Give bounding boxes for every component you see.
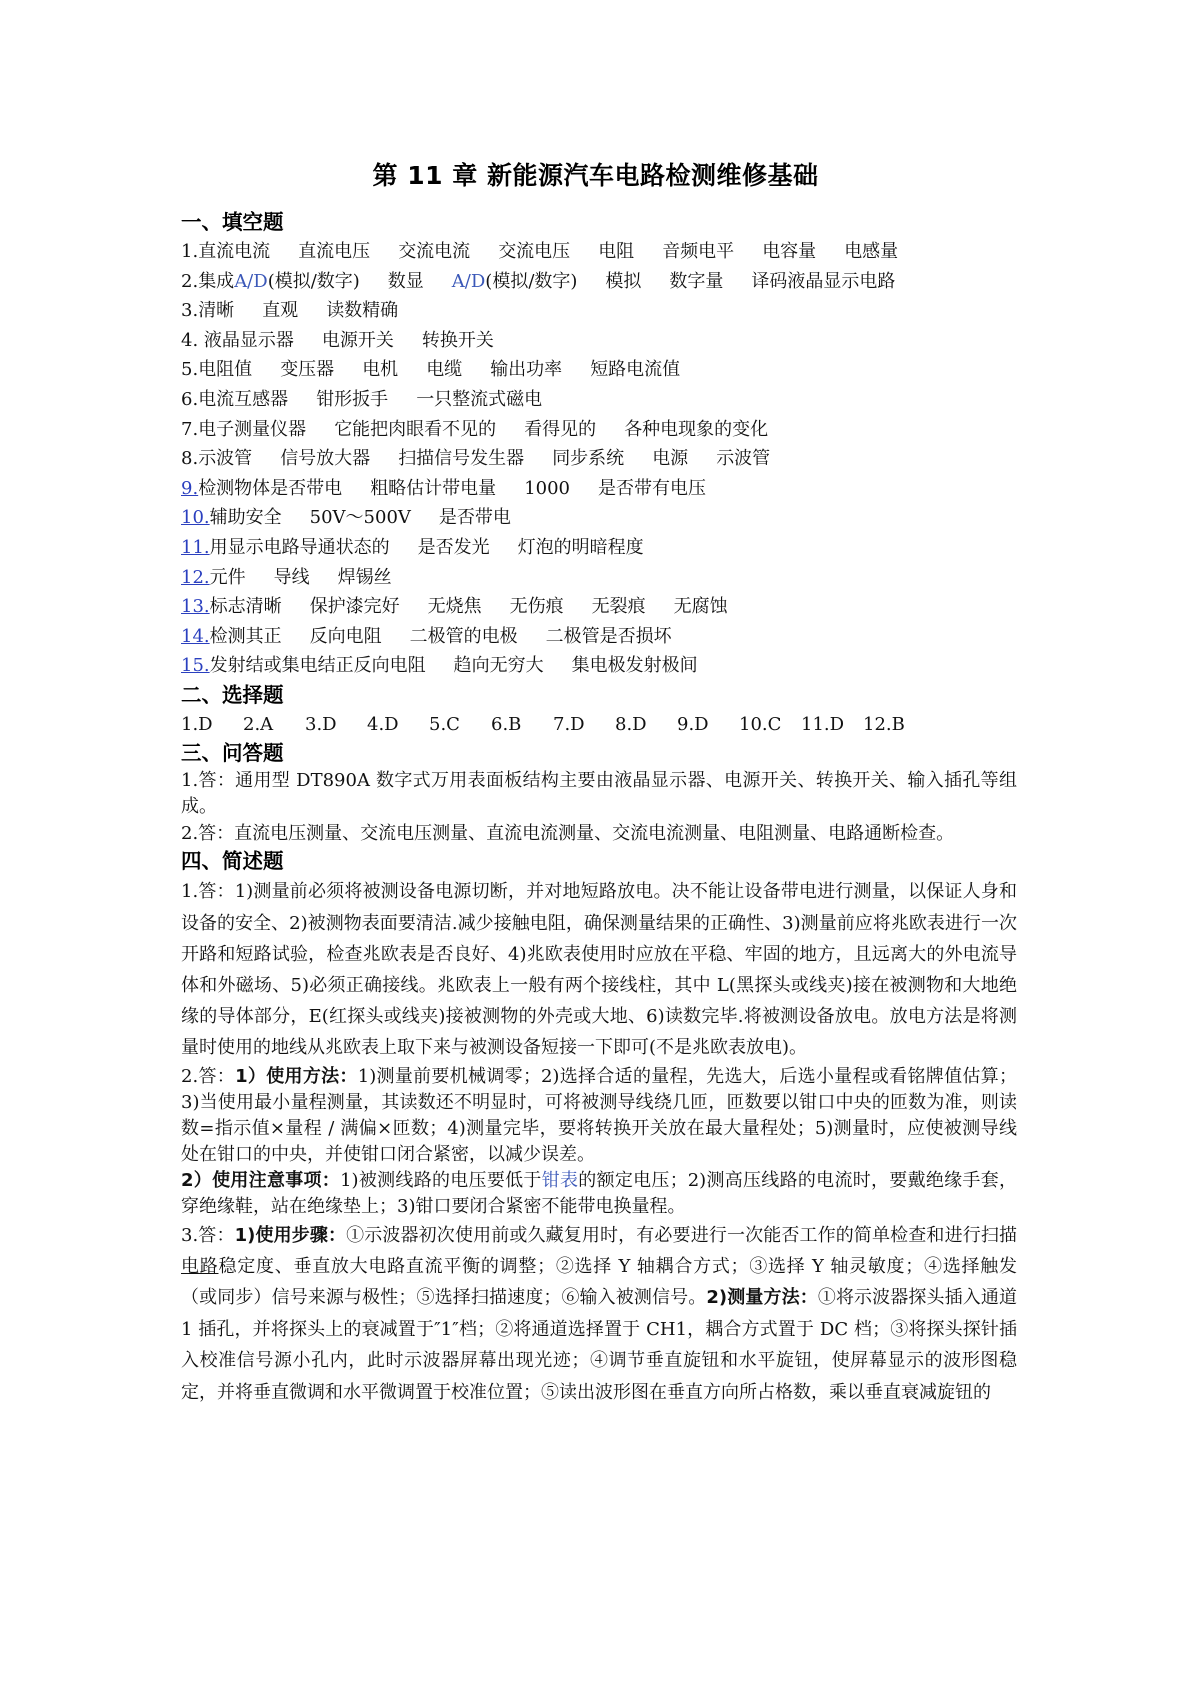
fill-answer: 译码液晶显示电路 bbox=[751, 270, 896, 292]
fill-answer: 输出功率 bbox=[490, 359, 563, 381]
fill-line bbox=[181, 355, 1017, 385]
fill-answer: 无裂痕 bbox=[591, 596, 646, 618]
usage-method-text: 1)测量前要机械调零；2)选择合适的量程，先选大，后选小量程或看铭牌值估算；3)当使用最小量程测量，其读数还不明显时，可将被测导线绕几匝，匝数要以钳口中央的匝数为准，则读数=指示值×量程 / 满偏×匝数；4)测量完毕，要将转换开关放在最大量程处；5)测量时，应使被测导线处在钳口的中央，并使钳口闭合紧密，以减少误差。 bbox=[181, 1065, 1017, 1165]
question-number[interactable]: 10. bbox=[181, 507, 210, 529]
fill-answer: 检测其正 bbox=[209, 625, 282, 647]
fill-answer: 示波管 bbox=[198, 448, 253, 470]
fill-line bbox=[181, 651, 1017, 681]
fill-answer: 音频电平 bbox=[662, 241, 735, 262]
usage-steps-label: 1)使用步骤： bbox=[234, 1224, 347, 1246]
question-number[interactable]: 9. bbox=[181, 477, 199, 499]
choice-answer: 5.C bbox=[429, 713, 460, 735]
choice-answer: 7.D bbox=[553, 713, 585, 735]
fill-answer: A/D(模拟/数字) bbox=[451, 270, 578, 292]
choice-answer: 1.D bbox=[181, 713, 213, 735]
fill-answer: 是否带电 bbox=[438, 507, 511, 529]
fill-line bbox=[181, 385, 1017, 415]
question-number[interactable]: 14. bbox=[181, 625, 210, 647]
fill-answer: 数显 bbox=[387, 270, 424, 292]
question-number: 3. bbox=[181, 300, 199, 322]
question-number: 6. bbox=[181, 388, 199, 410]
fill-answer: 用显示电路导通状态的 bbox=[209, 536, 390, 558]
fill-line bbox=[181, 296, 1017, 326]
question-number: 8. bbox=[181, 448, 199, 470]
choice-answer: 9.D bbox=[677, 713, 709, 735]
fill-answer: 无腐蚀 bbox=[673, 596, 728, 618]
fill-line bbox=[181, 326, 1017, 356]
fill-answer: 电流互感器 bbox=[198, 388, 289, 410]
choice-answer: 12.B bbox=[863, 713, 905, 735]
qa-answer-1: 1.答：通用型 DT890A 数字式万用表面板结构主要由液晶显示器、电源开关、转换开关、输入插孔等组成。 bbox=[181, 769, 1017, 818]
section-heading-short: 四、简述题 bbox=[181, 849, 284, 874]
fill-answer: 直流电压 bbox=[298, 241, 371, 262]
fill-answer: 一只整流式磁电 bbox=[416, 388, 543, 410]
fill-answer: 50V～500V bbox=[309, 507, 411, 529]
choice-answer: 11.D bbox=[801, 713, 845, 735]
fill-answer: 集电极发射极间 bbox=[571, 655, 698, 677]
fill-answer: 转换开关 bbox=[421, 329, 494, 351]
fill-answer: 无伤痕 bbox=[509, 596, 564, 618]
fill-answer: 焊锡丝 bbox=[337, 566, 392, 588]
circuit-underlined: 电路 bbox=[181, 1256, 219, 1278]
fill-answer: 电源 bbox=[652, 448, 689, 470]
short-answer-3 bbox=[181, 1220, 1017, 1408]
fill-answer: 扫描信号发生器 bbox=[398, 448, 525, 470]
question-number[interactable]: 12. bbox=[181, 566, 210, 588]
fill-answer: 模拟 bbox=[605, 270, 642, 292]
measure-method-label: 2)测量方法： bbox=[706, 1287, 818, 1309]
choice-answer: 6.B bbox=[491, 713, 522, 735]
fill-line bbox=[181, 444, 1017, 474]
fill-line bbox=[181, 503, 1017, 533]
fill-answer: 保护漆完好 bbox=[309, 596, 400, 618]
section-heading-qa: 三、问答题 bbox=[181, 740, 284, 765]
fill-answer: 交流电流 bbox=[398, 241, 471, 262]
fill-answer: 是否带有电压 bbox=[598, 477, 706, 499]
usage-notes-label: 2）使用注意事项： bbox=[181, 1169, 341, 1191]
fill-answer: 二极管是否损坏 bbox=[545, 625, 672, 647]
fill-answer: 电阻值 bbox=[198, 359, 253, 381]
choice-answer: 4.D bbox=[367, 713, 399, 735]
usage-notes-text-a: 1)被测线路的电压要低于 bbox=[340, 1169, 542, 1191]
fill-answer: 各种电现象的变化 bbox=[624, 418, 769, 440]
fill-answer: 集成A/D(模拟/数字) bbox=[198, 270, 360, 292]
question-number: 7. bbox=[181, 418, 199, 440]
ad-term: A/D bbox=[234, 270, 268, 292]
fill-answer: 电容量 bbox=[762, 241, 817, 262]
clamp-meter-link[interactable]: 钳表 bbox=[541, 1169, 579, 1191]
fill-answer: 检测物体是否带电 bbox=[198, 477, 343, 499]
fill-answer: 二极管的电极 bbox=[409, 625, 518, 647]
fill-line bbox=[181, 415, 1017, 445]
fill-answer: 直流电流 bbox=[198, 241, 271, 262]
fill-answer: 标志清晰 bbox=[209, 596, 282, 618]
fill-line bbox=[181, 563, 1017, 593]
fill-answer: 变压器 bbox=[280, 359, 335, 381]
qa-answer-2: 2.答：直流电压测量、交流电压测量、直流电流测量、交流电流测量、电阻测量、电路通断检查。 bbox=[181, 822, 955, 844]
choice-answer: 3.D bbox=[305, 713, 337, 735]
fill-answer: 元件 bbox=[209, 566, 246, 588]
fill-answer: 清晰 bbox=[198, 300, 235, 322]
question-number: 5. bbox=[181, 359, 199, 381]
fill-answer: 电子测量仪器 bbox=[198, 418, 307, 440]
fill-answer: 辅助安全 bbox=[209, 507, 282, 529]
fill-answer: 示波管 bbox=[716, 448, 771, 470]
fill-answer: 看得见的 bbox=[524, 418, 597, 440]
choice-answer: 2.A bbox=[243, 713, 274, 735]
choice-answers bbox=[181, 710, 1017, 739]
fill-answer: 它能把肉眼看不见的 bbox=[334, 418, 497, 440]
usage-steps-text-a: ①示波器初次使用前或久藏复用时，有必要进行一次能否工作的简单检查和进行扫描 bbox=[346, 1224, 1017, 1246]
fill-answer: 同步系统 bbox=[552, 448, 625, 470]
fill-line bbox=[181, 533, 1017, 563]
fill-answer: 液晶显示器 bbox=[203, 329, 294, 351]
fill-line bbox=[181, 592, 1017, 622]
fill-answer: 电机 bbox=[362, 359, 399, 381]
choice-answer: 10.C bbox=[739, 713, 782, 735]
usage-notes-text-b: 的额定电压；2)测高压线路的电流时，要戴绝缘手套，穿绝缘鞋，站在绝缘垫上；3)钳口要闭合紧密不能带电换量程。 bbox=[181, 1169, 1018, 1217]
answer-prefix: 3.答： bbox=[181, 1224, 235, 1246]
question-number[interactable]: 11. bbox=[181, 536, 210, 558]
fill-answer: 直观 bbox=[262, 300, 299, 322]
fill-answer: 交流电压 bbox=[498, 241, 571, 262]
short-answer-2 bbox=[181, 1064, 1017, 1220]
fill-answer: 钳形扳手 bbox=[316, 388, 389, 410]
question-number: 4. bbox=[181, 329, 199, 351]
fill-answer: 是否发光 bbox=[417, 536, 490, 558]
fill-answer: 反向电阻 bbox=[309, 625, 382, 647]
fill-answer: 读数精确 bbox=[326, 300, 399, 322]
fill-answer: 电阻 bbox=[598, 241, 635, 262]
fill-answer: 导线 bbox=[273, 566, 310, 588]
question-number: 2. bbox=[181, 270, 199, 292]
document-body bbox=[181, 208, 1017, 1408]
fill-answer: 灯泡的明暗程度 bbox=[517, 536, 644, 558]
fill-answers bbox=[181, 237, 1017, 681]
fill-answer: 粗略估计带电量 bbox=[370, 477, 497, 499]
section-heading-fill: 一、填空题 bbox=[181, 210, 284, 234]
short-answer-1: 1.答：1)测量前必须将被测设备电源切断，并对地短路放电。决不能让设备带电进行测量，以保证人身和设备的安全、2)被测物表面要清洁.减少接触电阻，确保测量结果的正确性、3)测量前应将兆欧表进行一次开路和短路试验，检查兆欧表是否良好、4)兆欧表使用时应放在平稳、牢固的地方，且远离大的外电流导体和外磁场、5)必须正确接线。兆欧表上一般有两个接线柱，其中 L(黑探头或线夹)接在被测物和大地绝缘的导体部分，E(红探头或线夹)接被测物的外壳或大地、6)读数完毕.将被测设备放电。放电方法是将测量时使用的地线从兆欧表上取下来与被测设备短接一下即可(不是兆欧表放电)。 bbox=[181, 881, 1017, 1059]
usage-method-label: 1）使用方法： bbox=[235, 1065, 358, 1087]
fill-answer: 信号放大器 bbox=[280, 448, 371, 470]
answer-prefix: 2.答： bbox=[181, 1065, 236, 1087]
measure-method-text: ①将示波器探头插入通道 1 插孔，并将探头上的衰减置于″1″档；②将通道选择置于 CH1，耦合方式置于 DC 档；③将探头探针插入校准信号源小孔内，此时示波器屏幕出现光迹；④调节垂直旋钮和水平旋钮，使屏幕显示的波形图稳定，并将垂直微调和水平微调置于校准位置；⑤读出波形图在垂直方向所占格数，乘以垂直衰减旋钮的 bbox=[181, 1287, 1017, 1403]
fill-answer: 趋向无穷大 bbox=[453, 655, 544, 677]
fill-answer: 电缆 bbox=[426, 359, 463, 381]
fill-answer: 1000 bbox=[524, 477, 570, 499]
chapter-title: 第 11 章 新能源汽车电路检测维修基础 bbox=[372, 161, 819, 190]
ad-term: A/D bbox=[451, 270, 486, 292]
fill-line bbox=[181, 237, 1017, 267]
section-heading-choice: 二、选择题 bbox=[181, 682, 284, 707]
fill-answer: 数字量 bbox=[669, 270, 724, 292]
choice-answer: 8.D bbox=[615, 713, 647, 735]
question-number: 1. bbox=[181, 241, 199, 262]
fill-answer: 发射结或集电结正反向电阻 bbox=[209, 655, 426, 677]
question-number[interactable]: 13. bbox=[181, 596, 210, 618]
fill-line bbox=[181, 474, 1017, 504]
fill-answer: 短路电流值 bbox=[590, 359, 681, 381]
fill-answer: 无烧焦 bbox=[427, 596, 482, 618]
fill-answer: 电感量 bbox=[844, 241, 899, 262]
usage-steps-text-b: 稳定度、垂直放大电路直流平衡的调整；②选择 Y 轴耦合方式；③选择 Y 轴灵敏度；④选择触发（或同步）信号来源与极性；⑤选择扫描速度；⑥输入被测信号。 bbox=[181, 1256, 1017, 1309]
fill-line bbox=[181, 622, 1017, 652]
question-number[interactable]: 15. bbox=[181, 655, 210, 677]
fill-answer: 电源开关 bbox=[321, 329, 394, 351]
fill-line bbox=[181, 267, 1017, 297]
